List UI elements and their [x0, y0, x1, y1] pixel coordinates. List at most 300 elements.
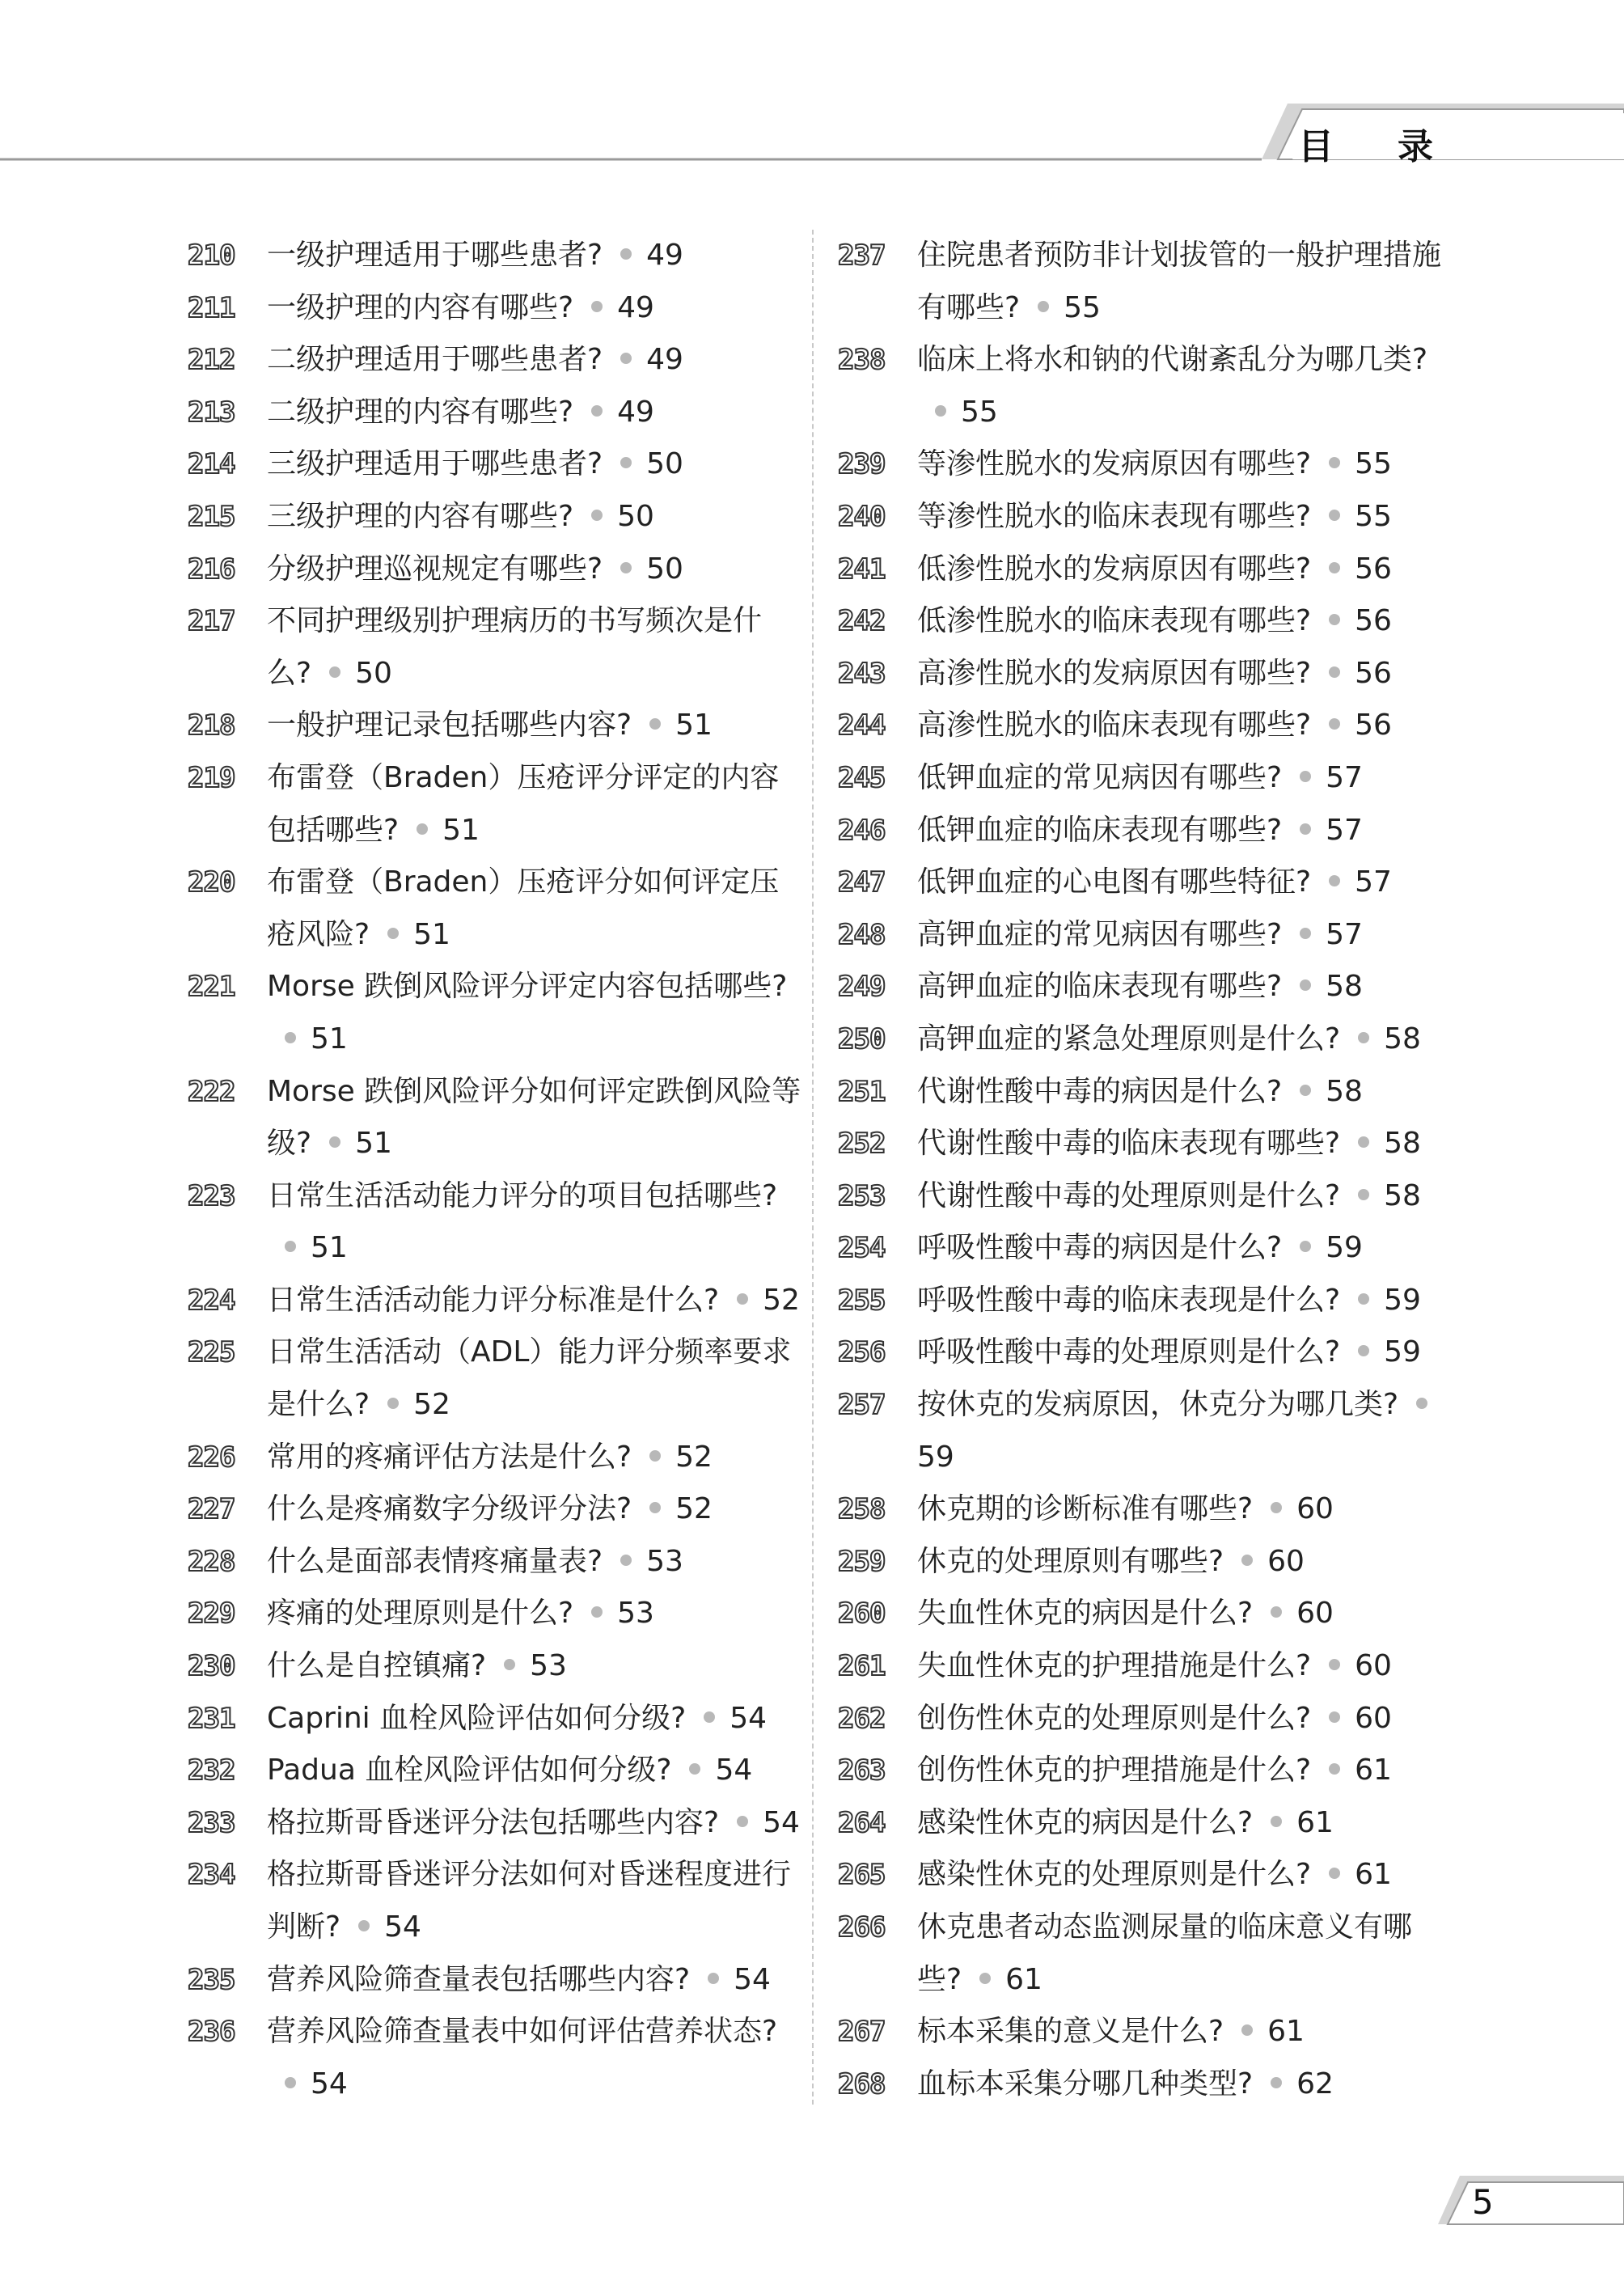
entry-number: 241 [838, 552, 886, 586]
toc-entry[interactable] [188, 544, 802, 596]
entry-number: 245 [838, 761, 886, 794]
toc-entry[interactable] [838, 1483, 1453, 1536]
entry-question: Padua 血栓风险评估如何分级? [267, 1754, 672, 1787]
entry-page-number: 60 [1296, 1597, 1334, 1631]
toc-entry[interactable] [188, 2006, 802, 2110]
toc-entry[interactable] [188, 857, 802, 961]
entry-question: 高钾血症的紧急处理原则是什么? [917, 1022, 1341, 1056]
entry-question: 格拉斯哥昏迷评分法包括哪些内容? [267, 1805, 720, 1839]
bullet-dot-icon [1329, 1711, 1340, 1723]
bullet-dot-icon [329, 1136, 340, 1148]
toc-entry[interactable] [838, 648, 1453, 700]
toc-entry[interactable] [838, 961, 1453, 1013]
entry-page-number: 57 [1355, 865, 1392, 899]
entry-number: 259 [838, 1545, 886, 1578]
entry-page-number: 49 [617, 290, 654, 324]
bullet-dot-icon [1329, 718, 1340, 730]
entry-title [267, 1745, 802, 1797]
entry-question: 营养风险筛查量表中如何评估营养状态? [267, 2015, 778, 2049]
entry-title [267, 230, 802, 282]
entry-number: 224 [188, 1284, 235, 1317]
toc-entry[interactable] [838, 230, 1453, 334]
entry-question: 布雷登（Braden）压疮评分评定的内容包括哪些? [267, 760, 780, 847]
entry-page-number: 50 [646, 552, 683, 586]
entry-page-number: 57 [1326, 760, 1363, 794]
toc-entry[interactable] [188, 961, 802, 1065]
toc-entry[interactable] [188, 438, 802, 491]
entry-number: 263 [838, 1754, 886, 1787]
entry-number: 251 [838, 1075, 886, 1108]
entry-title [267, 961, 802, 1065]
entry-question: 休克的处理原则有哪些? [917, 1544, 1224, 1578]
entry-title [917, 544, 1453, 596]
entry-number: 268 [838, 2067, 886, 2101]
toc-entry[interactable] [838, 595, 1453, 648]
toc-entry[interactable] [838, 438, 1453, 491]
entry-number: 235 [188, 1963, 235, 1996]
entry-question: 创伤性休克的护理措施是什么? [917, 1754, 1312, 1787]
footer-band-graphic [0, 2168, 1624, 2265]
toc-entry[interactable] [188, 1326, 802, 1431]
entry-page-number: 61 [1296, 1805, 1334, 1839]
entry-title [917, 909, 1453, 962]
entry-title [917, 1902, 1453, 2006]
entry-title [267, 1483, 802, 1536]
entry-title [267, 491, 802, 544]
entry-page-number: 51 [311, 1022, 348, 1056]
entry-number: 225 [188, 1336, 235, 1369]
entry-question: 临床上将水和钠的代谢紊乱分为哪几类? [917, 343, 1428, 377]
entry-page-number: 52 [763, 1283, 800, 1317]
bullet-dot-icon [1329, 1868, 1340, 1879]
entry-number: 247 [838, 866, 886, 899]
toc-entry[interactable] [838, 1118, 1453, 1170]
entry-question: 营养风险筛查量表包括哪些内容? [267, 1962, 691, 1996]
toc-entry[interactable] [188, 1640, 802, 1693]
toc-entry[interactable] [838, 491, 1453, 544]
entry-question: 分级护理巡视规定有哪些? [267, 552, 603, 586]
bullet-dot-icon [1271, 2077, 1282, 2088]
entry-question: 常用的疼痛评估方法是什么? [267, 1440, 632, 1474]
toc-entry[interactable] [188, 595, 802, 700]
toc-entry[interactable] [838, 1902, 1453, 2006]
bullet-dot-icon [1329, 562, 1340, 573]
bullet-dot-icon [504, 1659, 515, 1670]
entry-question: 一般护理记录包括哪些内容? [267, 709, 632, 742]
bullet-dot-icon [1300, 1085, 1311, 1096]
entry-title [917, 1275, 1453, 1327]
entry-page-number: 54 [734, 1962, 771, 1996]
bullet-dot-icon [620, 248, 632, 260]
entry-page-number: 49 [646, 343, 683, 377]
entry-question: 低渗性脱水的发病原因有哪些? [917, 552, 1312, 586]
entry-question: 创伤性休克的处理原则是什么? [917, 1701, 1312, 1735]
toc-entry[interactable] [188, 1797, 802, 1850]
bullet-dot-icon [1300, 1241, 1311, 1252]
bullet-dot-icon [285, 1032, 296, 1043]
entry-title [267, 1066, 802, 1170]
entry-question: 一级护理的内容有哪些? [267, 290, 574, 324]
entry-number: 260 [838, 1597, 886, 1631]
entry-page-number: 56 [1355, 709, 1392, 742]
entry-title [267, 700, 802, 752]
entry-question: 等渗性脱水的发病原因有哪些? [917, 447, 1312, 481]
entry-title [267, 857, 802, 961]
bullet-dot-icon [704, 1711, 715, 1723]
entry-question: 失血性休克的护理措施是什么? [917, 1649, 1312, 1683]
bullet-dot-icon [1241, 2024, 1253, 2036]
entry-page-number: 55 [1355, 499, 1392, 533]
entry-number: 223 [188, 1179, 235, 1212]
toc-left-column [188, 230, 802, 2110]
entry-number: 234 [188, 1859, 235, 1892]
bullet-dot-icon [1241, 1555, 1253, 1566]
entry-title [917, 752, 1453, 805]
entry-number: 258 [838, 1493, 886, 1526]
entry-number: 237 [838, 239, 886, 272]
entry-question: 日常生活活动（ADL）能力评分频率要求是什么? [267, 1335, 792, 1422]
entry-question: 呼吸性酸中毒的临床表现是什么? [917, 1283, 1341, 1317]
toc-entry[interactable] [838, 1693, 1453, 1745]
entry-page-number: 61 [1355, 1858, 1392, 1892]
bullet-dot-icon [1329, 666, 1340, 678]
toc-entry[interactable] [838, 2006, 1453, 2058]
column-divider [812, 230, 814, 2105]
toc-entry[interactable] [188, 1745, 802, 1797]
bullet-dot-icon [649, 718, 661, 730]
toc-entry[interactable] [188, 1170, 802, 1275]
toc-entry[interactable] [838, 1066, 1453, 1119]
entry-question: 疼痛的处理原则是什么? [267, 1597, 574, 1631]
entry-question: 代谢性酸中毒的处理原则是什么? [917, 1178, 1341, 1212]
toc-entry[interactable] [188, 1536, 802, 1589]
entry-page-number: 52 [413, 1388, 450, 1422]
toc-entry[interactable] [188, 230, 802, 282]
entry-page-number: 59 [1384, 1335, 1421, 1369]
entry-page-number: 58 [1326, 970, 1363, 1004]
entry-question: 高渗性脱水的发病原因有哪些? [917, 656, 1312, 690]
entry-question: 住院患者预防非计划拔管的一般护理措施有哪些? [917, 239, 1442, 324]
entry-title [917, 857, 1453, 909]
entry-number: 232 [188, 1754, 235, 1787]
bullet-dot-icon [649, 1502, 661, 1513]
entry-title [917, 1745, 1453, 1797]
entry-number: 244 [838, 709, 886, 742]
entry-title [917, 1640, 1453, 1693]
bullet-dot-icon [737, 1816, 748, 1827]
toc-entry[interactable] [188, 387, 802, 439]
entry-title [267, 1275, 802, 1327]
toc-entry[interactable] [838, 1275, 1453, 1327]
entry-page-number: 56 [1355, 604, 1392, 638]
toc-entry[interactable] [188, 1849, 802, 1953]
entry-title [267, 1432, 802, 1484]
entry-number: 226 [188, 1441, 235, 1474]
bullet-dot-icon [1358, 1136, 1369, 1148]
entry-title [917, 961, 1453, 1013]
bullet-dot-icon [591, 510, 603, 521]
entry-page-number: 52 [675, 1492, 713, 1526]
bullet-dot-icon [417, 823, 428, 835]
toc-entry[interactable] [838, 1536, 1453, 1589]
toc-entry[interactable] [838, 1745, 1453, 1797]
entry-title [267, 1954, 802, 2007]
entry-title [267, 1693, 802, 1745]
bullet-dot-icon [1271, 1816, 1282, 1827]
entry-number: 217 [188, 605, 235, 638]
entry-page-number: 59 [1326, 1231, 1363, 1265]
bullet-dot-icon [620, 1555, 632, 1566]
bullet-dot-icon [387, 928, 399, 939]
entry-page-number: 59 [1384, 1283, 1421, 1317]
toc-entry[interactable] [838, 1013, 1453, 1066]
entry-number: 243 [838, 657, 886, 690]
entry-number: 221 [188, 971, 235, 1004]
entry-title [917, 491, 1453, 544]
entry-number: 248 [838, 918, 886, 951]
entry-title [267, 282, 802, 335]
entry-title [917, 2006, 1453, 2058]
entry-title [917, 648, 1453, 700]
entry-question: 三级护理适用于哪些患者? [267, 447, 603, 481]
toc-entry[interactable] [838, 1588, 1453, 1640]
entry-title [917, 1379, 1453, 1483]
toc-title-char-2: 录 [1398, 126, 1435, 167]
bullet-dot-icon [1329, 614, 1340, 625]
toc-entry[interactable] [188, 1275, 802, 1327]
entry-number: 230 [188, 1650, 235, 1683]
bullet-dot-icon [329, 666, 340, 678]
toc-entry[interactable] [838, 1640, 1453, 1693]
entry-title [917, 1170, 1453, 1223]
toc-entry[interactable] [838, 1326, 1453, 1379]
entry-question: 呼吸性酸中毒的病因是什么? [917, 1231, 1283, 1265]
entry-number: 266 [838, 1911, 886, 1944]
entry-page-number: 61 [1355, 1754, 1392, 1787]
entry-page-number: 55 [1064, 290, 1101, 324]
entry-page-number: 57 [1326, 917, 1363, 951]
entry-title [917, 1118, 1453, 1170]
entry-page-number: 51 [675, 709, 713, 742]
entry-page-number: 59 [917, 1440, 954, 1474]
toc-entry[interactable] [188, 752, 802, 857]
entry-number: 216 [188, 552, 235, 586]
entry-number: 228 [188, 1545, 235, 1578]
entry-question: 什么是面部表情疼痛量表? [267, 1544, 603, 1578]
bullet-dot-icon [1329, 875, 1340, 886]
entry-page-number: 54 [715, 1754, 753, 1787]
toc-entry[interactable] [838, 1849, 1453, 1902]
entry-title [917, 1326, 1453, 1379]
entry-number: 253 [838, 1179, 886, 1212]
entry-number: 233 [188, 1806, 235, 1839]
entry-question: 休克患者动态监测尿量的临床意义有哪些? [917, 1910, 1413, 1996]
entry-page-number: 62 [1296, 2067, 1334, 2101]
bullet-dot-icon [1416, 1398, 1427, 1409]
entry-page-number: 51 [311, 1231, 348, 1265]
entry-number: 262 [838, 1702, 886, 1735]
entry-number: 212 [188, 344, 235, 377]
entry-page-number: 58 [1384, 1022, 1421, 1056]
entry-question: 高渗性脱水的临床表现有哪些? [917, 709, 1312, 742]
entry-number: 229 [188, 1597, 235, 1631]
entry-question: 日常生活活动能力评分标准是什么? [267, 1283, 720, 1317]
bullet-dot-icon [1300, 979, 1311, 991]
entry-page-number: 57 [1326, 813, 1363, 847]
entry-title [267, 387, 802, 439]
entry-question: 高钾血症的常见病因有哪些? [917, 917, 1283, 951]
entry-title [917, 1693, 1453, 1745]
entry-title [267, 1170, 802, 1275]
entry-question: 高钾血症的临床表现有哪些? [917, 970, 1283, 1004]
bullet-dot-icon [1329, 1659, 1340, 1670]
toc-entry[interactable] [838, 1170, 1453, 1223]
entry-title [917, 595, 1453, 648]
entry-question: Morse 跌倒风险评分评定内容包括哪些? [267, 970, 788, 1004]
bullet-dot-icon [387, 1398, 399, 1409]
entry-page-number: 51 [413, 917, 450, 951]
bullet-dot-icon [708, 1973, 719, 1984]
entry-number: 211 [188, 291, 235, 324]
toc-entry[interactable] [838, 857, 1453, 909]
entry-question: 血标本采集分哪几种类型? [917, 2067, 1254, 2101]
entry-title [917, 1013, 1453, 1066]
entry-number: 231 [188, 1702, 235, 1735]
bullet-dot-icon [1329, 510, 1340, 521]
entry-page-number: 58 [1384, 1127, 1421, 1161]
entry-page-number: 51 [442, 813, 480, 847]
toc-entry[interactable] [838, 334, 1453, 438]
entry-page-number: 54 [384, 1910, 421, 1944]
entry-page-number: 60 [1355, 1649, 1392, 1683]
entry-question: 等渗性脱水的临床表现有哪些? [917, 499, 1312, 533]
bullet-dot-icon [1358, 1293, 1369, 1305]
page-number: 5 [1472, 2182, 1494, 2222]
entry-question: 低渗性脱水的临床表现有哪些? [917, 604, 1312, 638]
toc-entry[interactable] [838, 1797, 1453, 1850]
entry-number: 255 [838, 1284, 886, 1317]
entry-page-number: 58 [1384, 1178, 1421, 1212]
toc-entry[interactable] [188, 1066, 802, 1170]
toc-entry[interactable] [838, 909, 1453, 962]
entry-number: 219 [188, 761, 235, 794]
toc-entry[interactable] [188, 282, 802, 335]
toc-entry[interactable] [188, 1588, 802, 1640]
entry-question: 标本采集的意义是什么? [917, 2015, 1224, 2049]
entry-title [917, 438, 1453, 491]
entry-title [917, 1483, 1453, 1536]
entry-question: 什么是自控镇痛? [267, 1649, 487, 1683]
entry-page-number: 55 [961, 395, 998, 429]
toc-entry[interactable] [838, 1379, 1453, 1483]
entry-title [267, 1326, 802, 1431]
toc-title-char-1: 目 [1298, 126, 1335, 167]
entry-title [917, 230, 1453, 334]
toc-entry[interactable] [838, 700, 1453, 752]
header-band-graphic [0, 0, 1624, 178]
entry-page-number: 51 [355, 1127, 392, 1161]
bullet-dot-icon [620, 353, 632, 364]
toc-entry[interactable] [838, 805, 1453, 857]
entry-number: 239 [838, 448, 886, 481]
entry-number: 215 [188, 500, 235, 533]
entry-title [267, 1536, 802, 1589]
bullet-dot-icon [1358, 1032, 1369, 1043]
toc-entry[interactable] [188, 1432, 802, 1484]
entry-number: 218 [188, 709, 235, 742]
entry-question: 低钾血症的常见病因有哪些? [917, 760, 1283, 794]
entry-number: 210 [188, 239, 235, 272]
bullet-dot-icon [1300, 771, 1311, 782]
entry-page-number: 61 [1005, 1962, 1042, 1996]
bullet-dot-icon [1329, 457, 1340, 468]
entry-title [267, 438, 802, 491]
entry-number: 250 [838, 1022, 886, 1056]
bullet-dot-icon [591, 1606, 603, 1618]
bullet-dot-icon [1329, 1763, 1340, 1775]
bullet-dot-icon [620, 457, 632, 468]
entry-title [267, 1640, 802, 1693]
entry-title [267, 544, 802, 596]
entry-title [917, 334, 1453, 438]
toc-entry[interactable] [838, 544, 1453, 596]
toc-entry[interactable] [838, 2058, 1453, 2111]
toc-entry[interactable] [188, 1693, 802, 1745]
entry-question: 三级护理的内容有哪些? [267, 499, 574, 533]
entry-number: 256 [838, 1336, 886, 1369]
entry-number: 213 [188, 396, 235, 429]
toc-entry[interactable] [188, 700, 802, 752]
entry-number: 236 [188, 2016, 235, 2049]
entry-title [917, 1066, 1453, 1119]
toc-entry[interactable] [188, 334, 802, 387]
entry-page-number: 60 [1267, 1544, 1305, 1578]
entry-page-number: 53 [530, 1649, 567, 1683]
entry-page-number: 49 [617, 395, 654, 429]
entry-page-number: 50 [646, 447, 683, 481]
entry-number: 214 [188, 448, 235, 481]
bullet-dot-icon [1300, 928, 1311, 939]
bullet-dot-icon [285, 1241, 296, 1252]
entry-page-number: 55 [1355, 447, 1392, 481]
entry-page-number: 53 [646, 1544, 683, 1578]
toc-entry[interactable] [838, 752, 1453, 805]
entry-title [917, 1536, 1453, 1589]
entry-number: 264 [838, 1806, 886, 1839]
toc-entry[interactable] [838, 1222, 1453, 1275]
entry-page-number: 56 [1355, 656, 1392, 690]
entry-number: 267 [838, 2016, 886, 2049]
entry-page-number: 60 [1296, 1492, 1334, 1526]
entry-number: 222 [188, 1075, 235, 1108]
entry-number: 257 [838, 1389, 886, 1422]
bullet-dot-icon [1038, 301, 1049, 312]
entry-title [267, 1588, 802, 1640]
toc-entry[interactable] [188, 491, 802, 544]
toc-entry[interactable] [188, 1483, 802, 1536]
entry-page-number: 50 [355, 656, 392, 690]
entry-question: 日常生活活动能力评分的项目包括哪些? [267, 1178, 778, 1212]
entry-question: 按休克的发病原因，休克分为哪几类? [917, 1388, 1399, 1422]
entry-number: 252 [838, 1127, 886, 1161]
toc-entry[interactable] [188, 1954, 802, 2007]
entry-title [267, 1849, 802, 1953]
entry-question: 呼吸性酸中毒的处理原则是什么? [917, 1335, 1341, 1369]
entry-title [917, 700, 1453, 752]
bullet-dot-icon [1358, 1345, 1369, 1356]
entry-question: 失血性休克的病因是什么? [917, 1597, 1254, 1631]
bullet-dot-icon [935, 405, 946, 417]
